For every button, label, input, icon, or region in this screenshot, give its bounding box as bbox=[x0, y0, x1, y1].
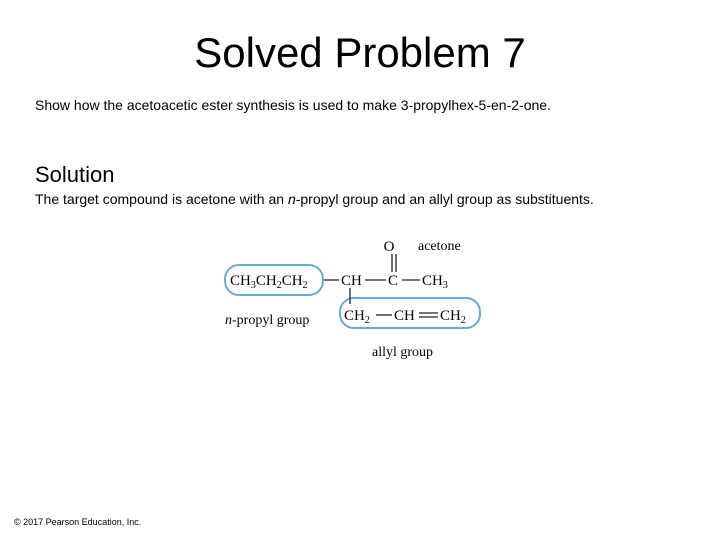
propyl-label-rest: -propyl group bbox=[232, 313, 310, 328]
propyl-label bbox=[225, 313, 309, 328]
problem-statement: Show how the acetoacetic ester synthesis is used to make 3-propylhex-5-en-2-one. bbox=[35, 97, 551, 113]
allyl-chain-formula: $CH_2$ bbox=[344, 308, 370, 326]
solution-text-italic: n bbox=[287, 191, 296, 207]
central-ch-group: CH bbox=[341, 273, 362, 289]
acetone-label: acetone bbox=[418, 239, 461, 254]
allyl-ch: CH bbox=[394, 308, 415, 324]
slide-title: Solved Problem 7 bbox=[194, 29, 526, 76]
propyl-label-italic: n bbox=[225, 313, 232, 328]
solution-text-after: -propyl group and an allyl group as substituents. bbox=[295, 191, 594, 207]
solution-text-before: The target compound is acetone with an bbox=[35, 191, 288, 207]
allyl-terminal-ch2: $CH_2$ bbox=[440, 308, 466, 326]
oxygen-atom: O bbox=[383, 239, 395, 255]
solution-text bbox=[35, 190, 594, 208]
propyl-chain-formula: $CH_3CH_2CH_2$ bbox=[230, 273, 308, 291]
copyright-notice: © 2017 Pearson Education, Inc. bbox=[14, 517, 142, 527]
allyl-label: allyl group bbox=[372, 345, 434, 360]
structure-figure bbox=[218, 232, 488, 364]
structure-diagram bbox=[218, 232, 488, 364]
carbonyl-carbon: C bbox=[388, 273, 399, 289]
methyl-group: $CH_3$ bbox=[422, 273, 448, 291]
solution-heading: Solution bbox=[35, 162, 115, 187]
